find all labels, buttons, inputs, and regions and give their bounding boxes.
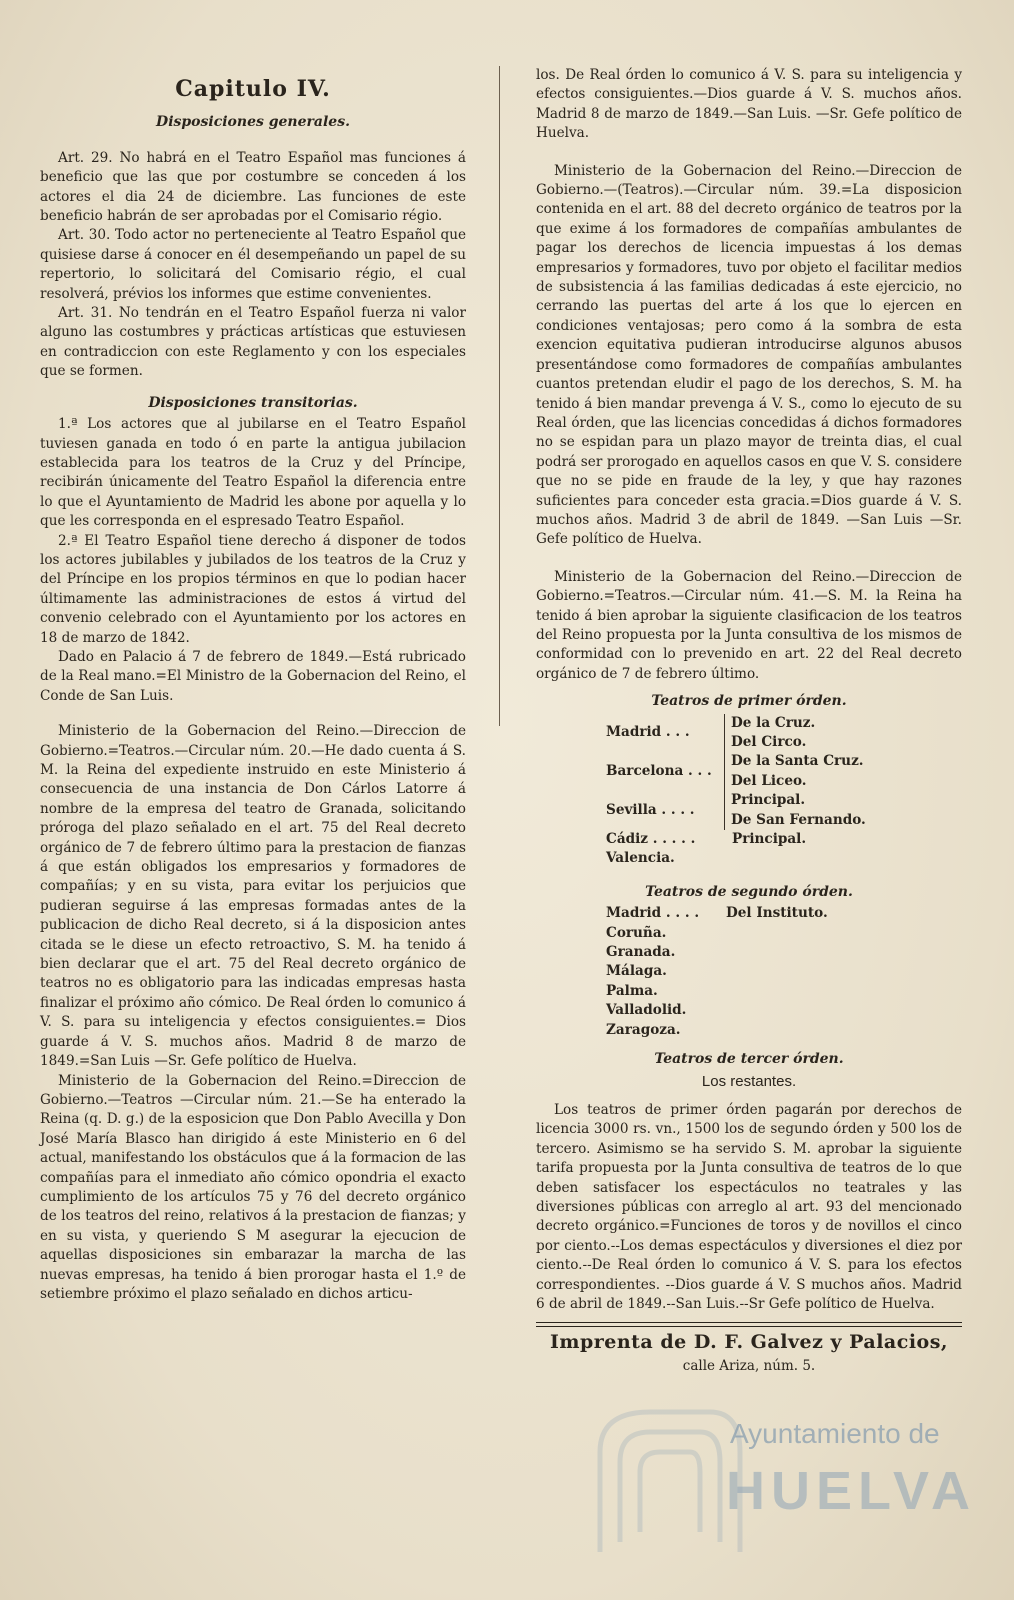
venue-group <box>724 791 866 830</box>
city-name: Sevilla . . . . <box>606 801 695 818</box>
venue-group <box>724 714 815 753</box>
city-name: Barcelona . . . <box>606 763 712 780</box>
article-29: Art. 29. No habrá en el Teatro Español mas funciones á beneficio que las que por costumbre se conceden á los actores el dia 24 de diciembre. Las funciones de este beneficio habrán de ser aprobadas por el Comisario régio. <box>40 149 466 225</box>
first-order-row <box>606 752 962 791</box>
transitory-1: 1.ª Los actores que al jubilarse en el Teatro Español tuviesen ganada en todo ó en parte la antigua jubilacion establecida para los teatros de la Cruz y del Príncipe, recibirán únicamente del Teatro Español la diferencia entre lo que el Ayuntamiento de Madrid les abone por aquella y lo que les corresponda en el espresado Teatro Español. <box>40 416 466 530</box>
imprint-address: calle Ariza, núm. 5. <box>682 1357 816 1374</box>
circular-21-continued: los. De Real órden lo comunico á V. S. para su inteligencia y efectos consiguientes.—Dios guarde á V. S. muchos años. Madrid 8 de marzo de 1849.—San Luis. —Sr. Gefe político de Huelva. <box>536 67 962 142</box>
city-name: Valladolid. <box>606 1002 687 1019</box>
first-order-row <box>606 849 962 868</box>
venue-name: De San Fernando. <box>731 811 866 828</box>
venue-name: Del Liceo. <box>731 772 807 789</box>
city-name: Zaragoza. <box>606 1021 681 1038</box>
circular-20: Ministerio de la Gobernacion del Reino.—Direccion de Gobierno.=Teatros.—Circular núm. 20.—He dado cuenta á S. M. la Reina del expediente instruido en este Ministerio á consecuencia de una instancia de Don Cárlos Latorre á nombre de la empresa del teatro de Granada, solicitando próroga del plazo señalado en el art. 75 del Real decreto orgánico de 7 de febrero último para la prestacion de fianzas á que están obligados los empresarios y formadores de compañías; y en su vista, para evitar los perjuicios que pudieran seguirse á las empresas formadas antes de la publicacion de dicho Real decreto, si á la disposicion antes citada se le diese un efecto retroactivo, S. M. ha tenido á bien declarar que el art. 75 del Real decreto orgánico de teatros no es obligatorio para las indicadas empresas hasta finalizar el próximo año cómico. De Real órden lo comunico á V. S. para su inteligencia y efectos consiguientes.= Dios guarde á V. S. muchos años. Madrid 8 de marzo de 1849.=San Luis —Sr. Gefe político de Huelva. <box>40 723 466 1070</box>
third-order-text: Los restantes. <box>701 1072 797 1090</box>
column-divider <box>499 66 500 726</box>
city-name: Madrid . . . <box>606 724 690 741</box>
city-name: Coruña. <box>606 924 667 941</box>
venue-group <box>724 752 864 791</box>
venue-name: Principal. <box>731 792 806 809</box>
second-order-list <box>606 904 962 1040</box>
venue-name <box>724 849 732 868</box>
circular-41: Ministerio de la Gobernacion del Reino.—Direccion de Gobierno.=Teatros.—Circular núm. 41.—S. M. la Reina ha tenido á bien aprobar la siguiente clasificacion de los teatros del Reino propuesta por la Junta consultiva de los mismos de conformidad con lo prevenido en art. 22 del Real decreto orgánico de 7 de febrero último. <box>536 568 962 682</box>
watermark-line2: HUELVA <box>726 1461 976 1521</box>
city-name: Valencia. <box>606 850 675 867</box>
double-rule <box>536 1322 962 1327</box>
venue-name: De la Cruz. <box>731 714 816 731</box>
first-order-row <box>606 830 962 849</box>
article-31: Art. 31. No tendrán en el Teatro Español fuerza ni valor alguno las costumbres y prácticas artísticas que estuviesen en contradiccion con este Reglamento y con los especiales que se formen. <box>40 305 466 380</box>
first-order-heading: Teatros de primer órden. <box>651 693 847 710</box>
article-30: Art. 30. Todo actor no perteneciente al Teatro Español que quisiese darse á conocer en él desempeñando un papel de su repertorio, lo solicitará del Comisario régio, el cual resolverá, prévios los informes que estime convenientes. <box>40 227 466 302</box>
dado-en-palacio: Dado en Palacio á 7 de febrero de 1849.—Está rubricado de la Real mano.=El Ministro de la Gobernacion del Reino, el Conde de San Luis. <box>40 648 466 704</box>
first-order-row <box>606 791 962 830</box>
circular-39: Ministerio de la Gobernacion del Reino.—Direccion de Gobierno.—(Teatros).—Circular núm. 39.=La disposicion contenida en el art. 88 del decreto orgánico de teatros por la que exime á los formadores de compañías ambulantes de pagar los derechos de licencia impuestas á los demas empresarios y formadores, tuvo por objeto el facilitar medios de subsistencia á las familias dedicadas á este ejercicio, no cerrando las puertas del arte á los que lo ejercen en condiciones ventajosas; pero como á la sombra de esta exencion equitativa pudieran introducirse algunos abusos presentándose como formadores de compañías ambulantes cuantos pretendan eludir el pago de los derechos, S. M. ha tenido á bien mandar prevenga á V. S., como lo ejecuto de su Real órden, que las licencias concedidas á dichos formadores no se espidan para un plazo mayor de treinta dias, el cual podrá ser prorogado en aquellos casos en que V. S. considere que no se pide en fraude de la ley, y que hay razones suficientes para conceder esta gracia.=Dios guarde á V. S. muchos años. Madrid 3 de abril de 1849. —San Luis —Sr. Gefe político de Huelva. <box>536 162 962 548</box>
city-name: Málaga. <box>606 963 667 980</box>
city-name: Cádiz . . . . . <box>606 831 696 848</box>
left-column <box>40 72 466 1304</box>
city-name: Granada. <box>606 944 676 961</box>
chapter-title: Capitulo IV. <box>175 76 331 102</box>
second-order-madrid <box>606 904 962 923</box>
venue-name: Del Instituto. <box>726 905 828 922</box>
venue-name: Del Circo. <box>731 734 807 750</box>
third-order-heading: Teatros de tercer órden. <box>654 1051 844 1068</box>
transitory-2: 2.ª El Teatro Español tiene derecho á disponer de todos los actores jubilables y jubilados de los teatros de la Cruz y del Príncipe en los propios términos en que lo podian hacer últimamente las administraciones de estos á virtud del convenio celebrado con el Ayuntamiento por los actores en 18 de marzo de 1842. <box>40 532 466 646</box>
first-order-row <box>606 714 962 753</box>
venue-name: Principal. <box>732 831 807 848</box>
city-name: Palma. <box>606 982 658 999</box>
section-general-title: Disposiciones generales. <box>156 114 350 131</box>
section-transitory-title: Disposiciones transitorias. <box>148 394 358 411</box>
fees-paragraph: Los teatros de primer órden pagarán por derechos de licencia 3000 rs. vn., 1500 los de segundo órden y 500 los de tercero. Asimismo se ha servido S. M. aprobar la siguiente tarifa propuesta por la Junta consultiva de teatros de lo que deben satisfacer los espectáculos no teatrales y las diversiones públicas con arreglo al art. 93 del mencionado decreto orgánico.=Funciones de toros y de novillos el cinco por ciento.--Los demas espectáculos y diversiones el diez por ciento.--De Real órden lo comunico á V. S. para los efectos correspondientes. --Dios guarde á V. S muchos años. Madrid 6 de abril de 1849.--San Luis.--Sr Gefe político de Huelva. <box>536 1101 962 1312</box>
city-name: Madrid . . . . <box>606 905 700 922</box>
imprint-title: Imprenta de D. F. Galvez y Palacios, <box>549 1331 949 1354</box>
watermark-line1: Ayuntamiento de <box>730 1418 940 1449</box>
first-order-list <box>536 714 962 869</box>
second-order-heading: Teatros de segundo órden. <box>645 883 853 900</box>
second-order-cities <box>606 924 962 1040</box>
circular-21: Ministerio de la Gobernacion del Reino.=Direccion de Gobierno.—Teatros —Circular núm. 21.—Se ha enterado la Reina (q. D. g.) de la esposicion que Don Pablo Avecilla y Don José María Blasco han dirigido á este Ministerio en 6 del actual, manifestando los obstáculos que á la formacion de las compañías para el inmediato año cómico opondria el exacto cumplimiento de los artículos 75 y 76 del decreto orgánico de los teatros del reino, relativos á la prestacion de fianzas; y en su vista, y queriendo S M asegurar la ejecucion de aquellas disposiciones sin embarazar la marcha de las nuevas empresas, ha tenido á bien prorogar hasta el 1.º de setiembre próximo el plazo señalado en dichos articu- <box>40 1072 466 1302</box>
right-column <box>536 66 962 1376</box>
venue-name: De la Santa Cruz. <box>731 753 864 770</box>
